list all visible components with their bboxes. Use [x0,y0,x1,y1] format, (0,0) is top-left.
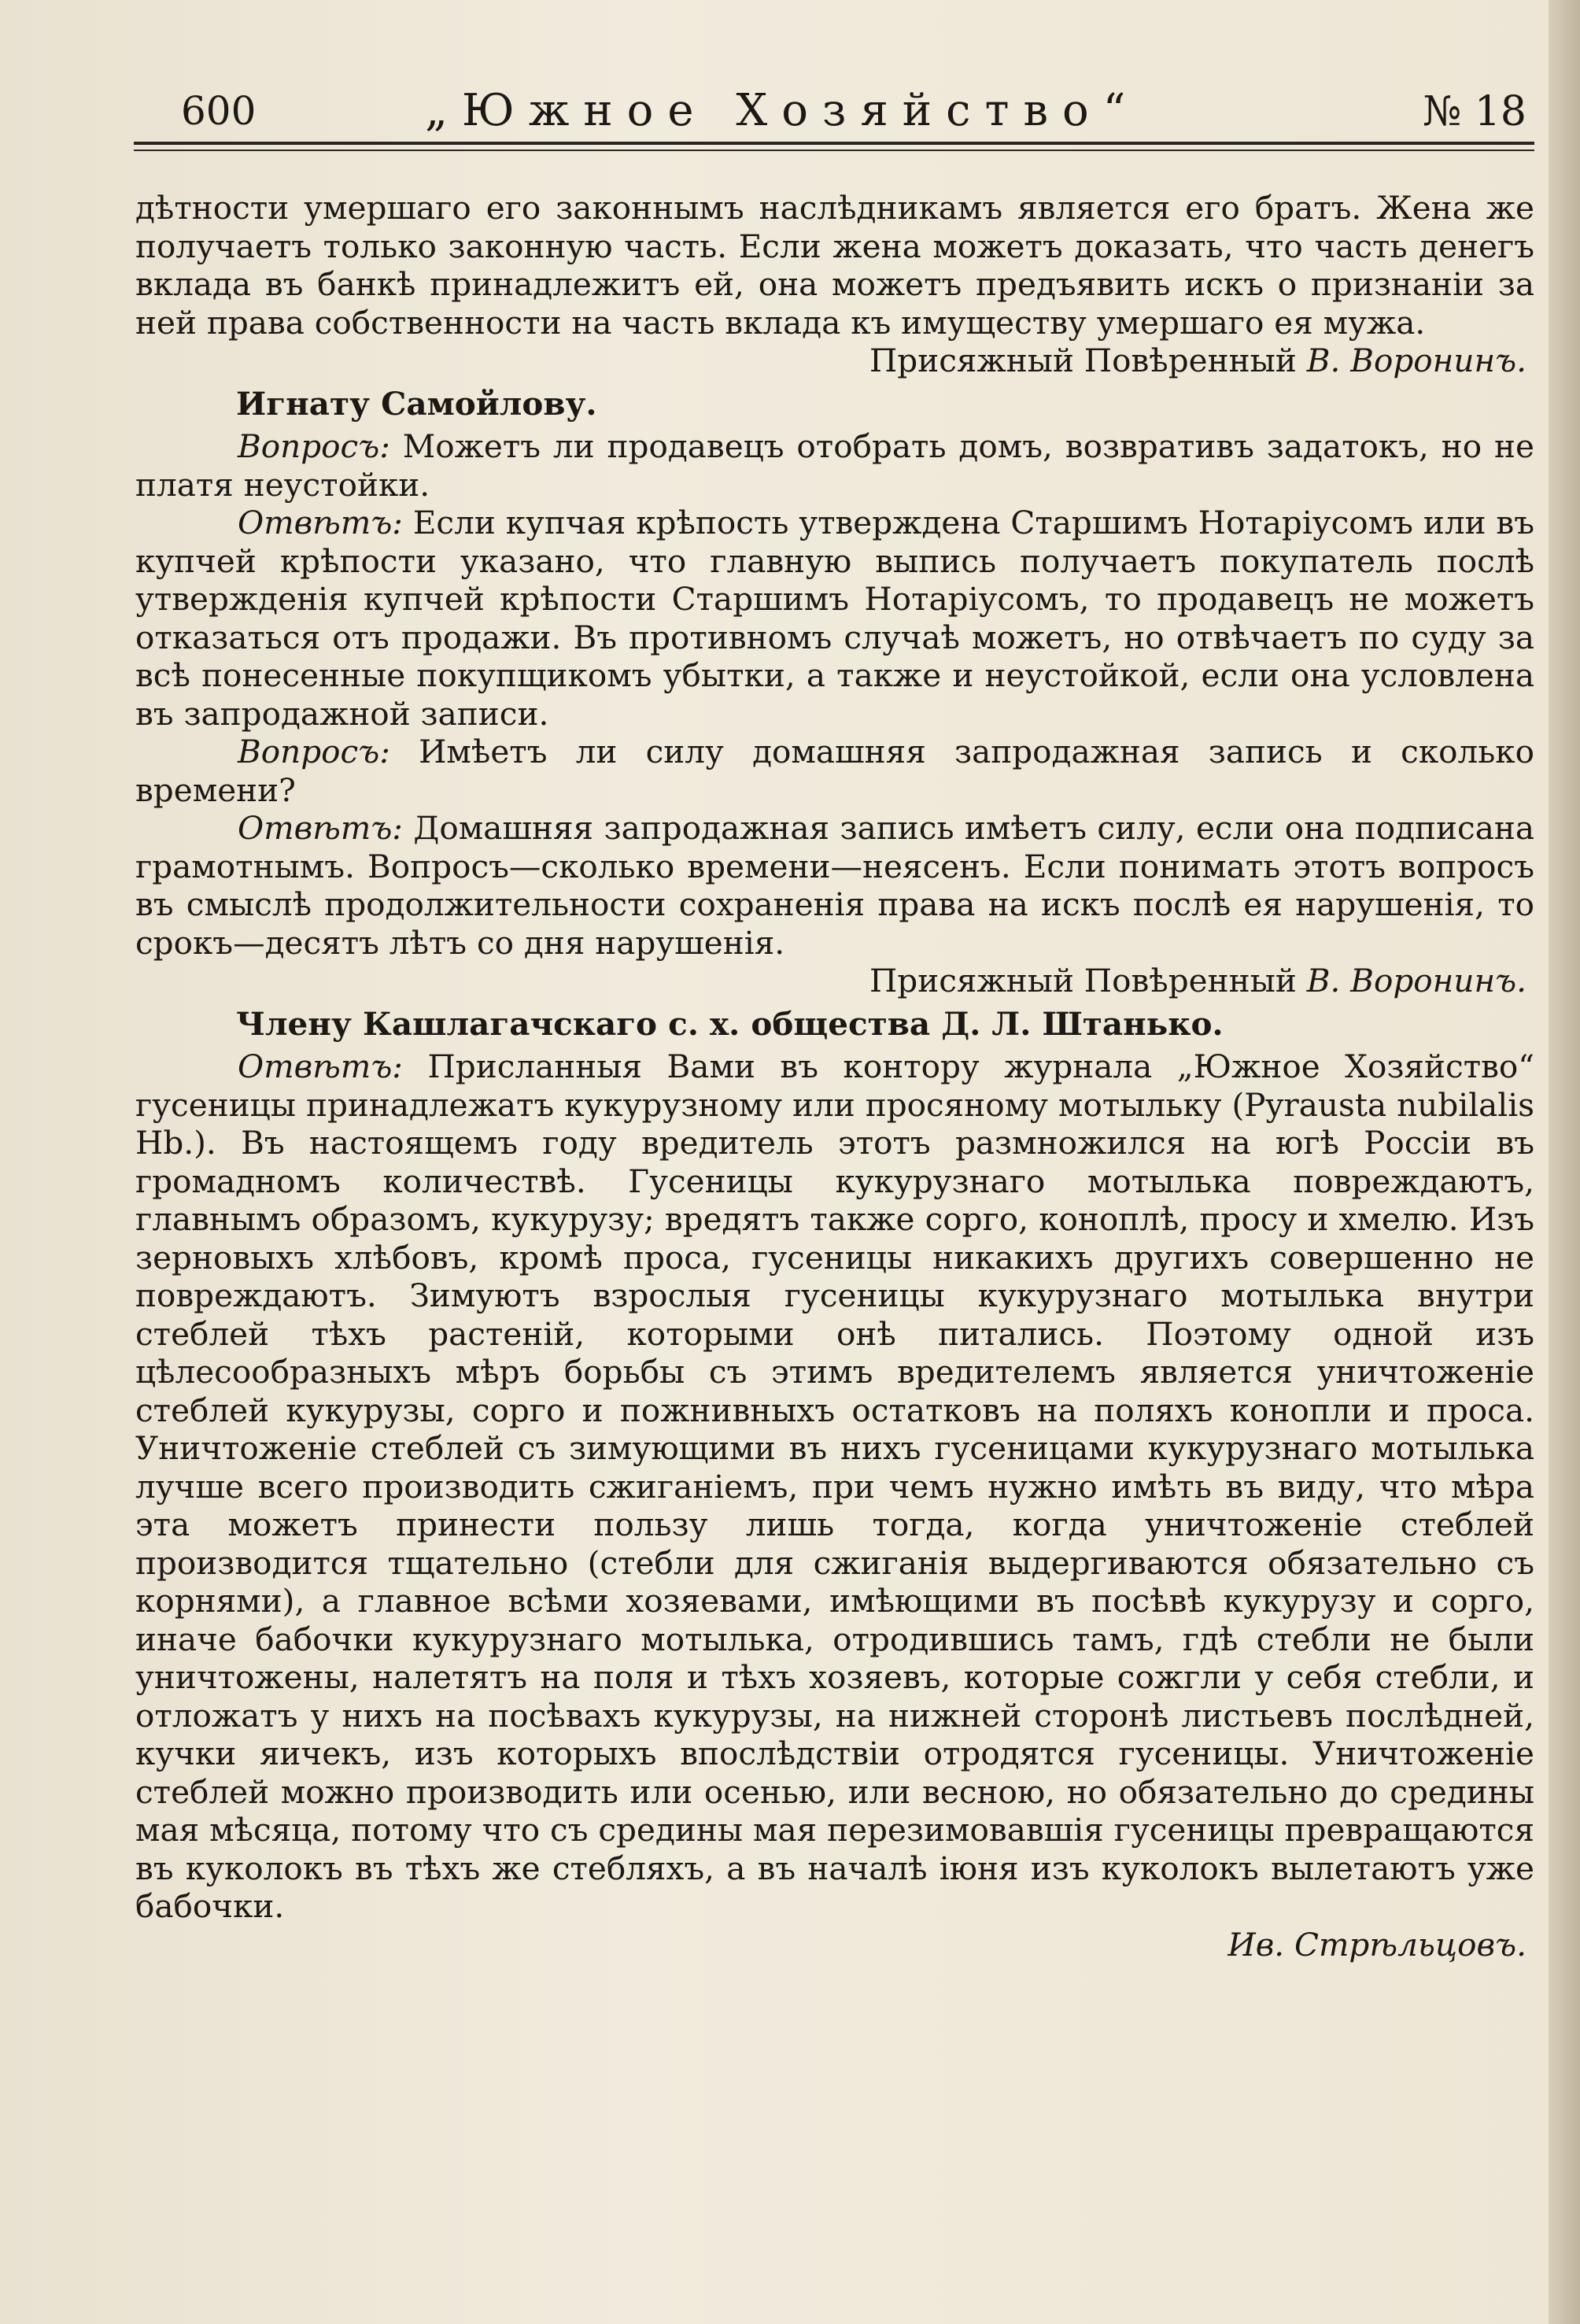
paragraph-continuation: дѣтности умершаго его законнымъ наслѣдникамъ является его братъ. Жена же получаетъ только законную часть. Если жена можетъ доказать, что часть денегъ вклада въ банкѣ принадлежитъ ей, она можетъ предъявить искъ о признаніи за ней права собственности на часть вклада къ имуществу умершаго ея мужа. [135,189,1534,342]
signature-name: Ив. Стрѣльцовъ. [1227,1925,1526,1964]
book-spine-edge [1549,0,1580,2324]
answer-label: Отвѣтъ: [238,809,403,847]
answer-label: Отвѣтъ: [238,504,403,541]
answer-label: Отвѣтъ: [238,1047,403,1085]
answer-text: Если купчая крѣпость утверждена Старшимъ Нотаріусомъ или въ купчей крѣпости указано, что главную выпись получаетъ покупатель послѣ утвержденія купчей крѣпости Старшимъ Нотаріусомъ, то продавецъ не можетъ отказаться отъ продажи. Въ противномъ случаѣ можетъ, но отвѣчаетъ по суду за всѣ понесенные покупщикомъ убытки, а также и неустойкой, если она условлена въ запродажной записи. [135,504,1534,733]
question-1 [135,427,1534,504]
answer-1 [135,504,1534,733]
question-label: Вопросъ: [238,427,390,465]
answer-3 [135,1047,1534,1926]
signature-name: В. Воронинъ. [1306,962,1526,999]
header-rule [134,142,1534,145]
header-rule-thin [134,150,1534,151]
section-heading-shtanko: Члену Кашлагачскаго с. х. общества Д. Л. Штанько. [236,1004,1224,1043]
section-heading-samoylov: Игнату Самойлову. [236,384,597,423]
signature-streltsov [135,1926,1534,1964]
page-header [134,72,1526,143]
question-text: Имѣетъ ли силу домашняя запродажная запись и сколько времени? [135,733,1535,809]
question-label: Вопросъ: [238,733,390,770]
signature-title: Присяжный Повѣренный [869,962,1297,999]
answer-text: Присланныя Вами въ контору журнала „Южное Хозяйство“ гусеницы принадлежатъ кукурузному или просяному мотыльку (Pyrausta nubilalis Hb.). Въ настоящемъ году вредитель этотъ размножился на югѣ Россіи въ громадномъ количествѣ. Гусеницы кукурузнаго мотылька повреждаютъ, главнымъ образомъ, кукурузу; вредятъ также сорго, коноплѣ, просу и хмелю. Изъ зерновыхъ хлѣбовъ, кромѣ проса, гусеницы никакихъ другихъ совершенно не повреждаютъ. Зимуютъ взрослыя гусеницы кукурузнаго мотылька внутри стеблей тѣхъ растеній, которыми онѣ питались. Поэтому одной изъ цѣлесообразныхъ мѣръ борьбы съ этимъ вредителемъ является уничтоженіе стеблей кукурузы, сорго и пожнивныхъ остатковъ на поляхъ конопли и проса. Уничтоженіе стеблей съ зимующими въ нихъ гусеницами кукурузнаго мотылька лучше всего производить сжиганіемъ, при чемъ нужно имѣть въ виду, что мѣра эта можетъ принести пользу лишь тогда, когда уничтоженіе стеблей производится тщательно (стебли для сжиганія выдергиваются обязательно съ корнями), а главное всѣми хозяевами, имѣющими въ посѣвѣ кукурузу и сорго, иначе бабочки кукурузнаго мотылька, отродившись тамъ, гдѣ стебли не были уничтожены, налетятъ на поля и тѣхъ хозяевъ, которые сожгли у себя стебли, и отложатъ у нихъ на посѣвахъ кукурузы, на нижней сторонѣ листьевъ послѣдней, кучки яичекъ, изъ которыхъ впослѣдствіи отродятся гусеницы. Уничтоженіе стеблей можно производить или осенью, или весною, но обязательно до средины мая мѣсяца, потому что съ средины мая перезимовавшія гусеницы превращаются въ куколокъ въ тѣхъ же стебляхъ, а въ началѣ іюня изъ куколокъ вылетаютъ уже бабочки. [135,1047,1534,1925]
question-text: Можетъ ли продавецъ отобрать домъ, возвративъ задатокъ, но не платя неустойки. [135,427,1534,504]
page-number: 600 [181,88,257,134]
signature-voronin-2 [135,962,1534,1000]
answer-2 [135,809,1534,962]
question-2 [135,733,1534,809]
signature-title: Присяжный Повѣренный [869,342,1297,379]
issue-number: № 18 [1423,88,1526,135]
signature-voronin-1 [135,342,1534,380]
journal-title: „Южное Хозяйство“ [425,85,1140,136]
signature-name: В. Воронинъ. [1306,342,1526,379]
answer-text: Домашняя запродажная запись имѣетъ силу, если она подписана грамотнымъ. Вопросъ—сколько времени—неясенъ. Если понимать этотъ вопросъ въ смыслѣ продолжительности сохраненія права на искъ послѣ ея нарушенія, то срокъ—десятъ лѣтъ со дня нарушенія. [135,809,1534,962]
article-body [135,189,1534,1964]
